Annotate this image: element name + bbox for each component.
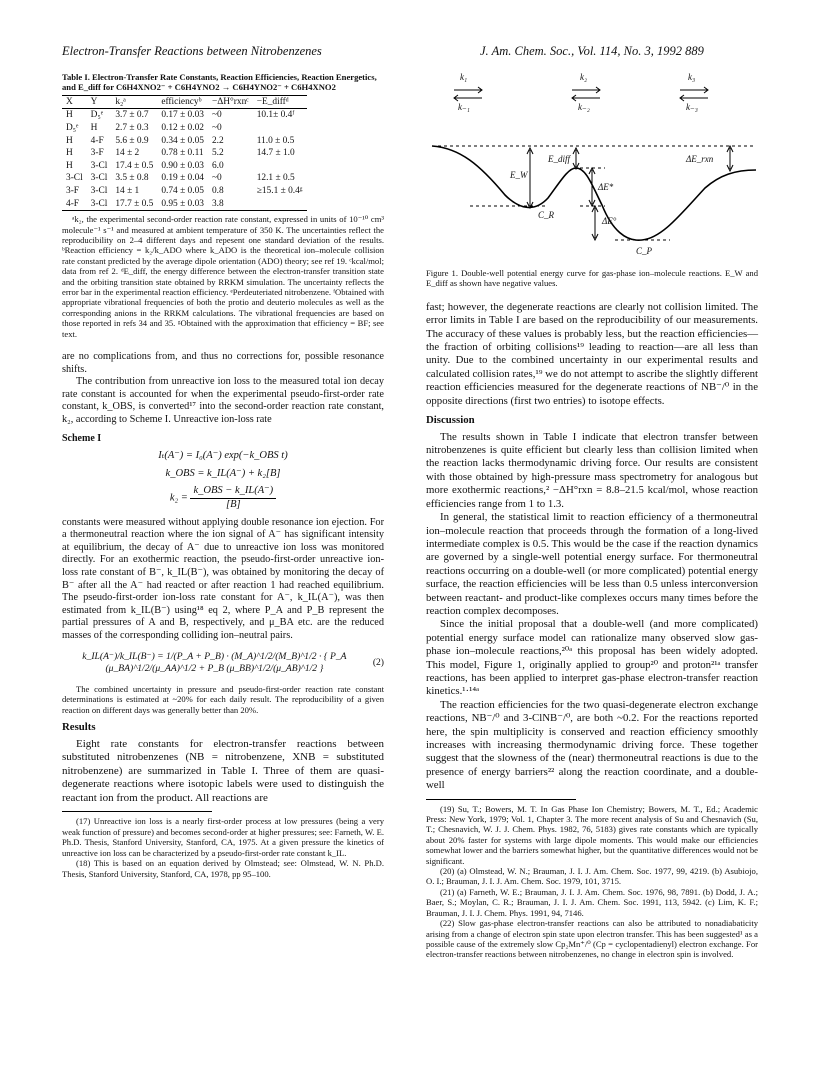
footnote-18: (18) This is based on an equation derived by Olmstead; see: Olmstead, W. N. Ph.D. Thesis, Stanford University, Stanford, CA, 1978, pp 95–100. bbox=[62, 858, 384, 879]
table-cell: 0.90 ± 0.03 bbox=[161, 160, 204, 171]
fig-label-k3: k₃ bbox=[688, 72, 696, 82]
col-header: Y bbox=[90, 96, 98, 107]
fig-label-cp: C_P bbox=[636, 246, 653, 256]
table-1 bbox=[62, 95, 307, 211]
table-row bbox=[62, 135, 307, 148]
running-header-right: J. Am. Chem. Soc., Vol. 114, No. 3, 1992 889 bbox=[480, 44, 704, 58]
right-para-3: In general, the statistical limit to reaction efficiency of a thermoneutral ion–molecule reaction that proceeds through the formation of a long-lived intermediate complex is 0.5. This would be the case if the reaction dynamics are governed by a single-well potential energy surface. For thermoneutral reactions occurring on a double-well (or more complicated) potential energy surface, the reaction efficiencies will be less than 0.5 unless interconversion between reactant- and product-like complexes occurs many times before the reaction complex decomposes. bbox=[426, 511, 758, 617]
table-cell: 17.7 ± 0.5 bbox=[115, 198, 154, 209]
fig-label-de-star: ΔE* bbox=[598, 182, 614, 192]
scheme-eq-1: Iₜ(A⁻) = I₀(A⁻) exp(−k_OBS t) bbox=[158, 450, 288, 462]
left-para-3: constants were measured without applying double resonance ion ejection. For a thermoneutral reaction where the ion signal of A⁻ has significant intensity at equilibrium, the decay of A⁻ due to unreactive ion loss was monitored directly. For an exothermic reaction, the pseudo-first-order unreactive ion-loss rate constant of B⁻, k_IL(B⁻), was obtained by monitoring the decay of B⁻ after all the A⁻ had reacted or after reaction 1 had reached equilibrium. The pseudo-first-order ion-loss rate constant for A⁻, k_IL(A⁻), was then estimated from k_IL(B⁻) using¹⁸ eq 2, where P_A and P_B represent the partial pressures of A and B, respectively, and μ_BA etc. are the reduced masses of the corresponding colliding ion–neutral pairs. bbox=[62, 516, 384, 641]
col-header: X bbox=[66, 96, 73, 107]
col-header: k₂ᵃ bbox=[115, 96, 126, 107]
right-para-5: The reaction efficiencies for the two quasi-degenerate electron exchange reactions, NB⁻/⁰ and 3-ClNB⁻/⁰, are both ~0.2. For the reactions reported here, the spin multiplicity is conserved and reaction efficiency smoothly increases with increasing thermodynamic driving force. These together suggest that the slowness of the (near) thermoneutral reactions is due to the presence of energy barriers²² along the reaction coordinate, and a double-well bbox=[426, 698, 758, 792]
table-cell: 3-Cl bbox=[90, 185, 108, 196]
table-cell: D₅ᵉ bbox=[66, 123, 79, 133]
table-cell: 6.0 bbox=[211, 160, 224, 171]
table-cell: 3-F bbox=[90, 148, 104, 159]
table-cell: 0.74 ± 0.05 bbox=[161, 185, 204, 196]
table-body bbox=[62, 109, 307, 211]
table-cell: 0.12 ± 0.02 bbox=[161, 123, 204, 133]
left-para-1: are no complications from, and thus no corrections for, possible resonance shifts. bbox=[62, 351, 384, 375]
right-para-1: fast; however, the degenerate reactions are clearly not collision limited. The error limits in Table I are based on the reproducibility of our measurements. The accuracy of these values is probably less, but the reaction efficiencies—the fraction of orbiting collisions¹⁹ leading to reaction—are all less than unity. Due to the combined uncertainty in our experimental results and calculated collision rates,¹⁹ we do not attempt to ascribe the slightly different reaction efficiencies measured for the degenerate reactions of NB⁻/⁰ in the opposite directions (first two entries) to isotope effects. bbox=[426, 300, 758, 407]
scheme-title: Scheme I bbox=[62, 432, 102, 444]
eq3-denominator: [B] bbox=[226, 498, 241, 510]
eq2-number: (2) bbox=[372, 656, 384, 668]
fig-label-derxn: ΔE_rxn bbox=[686, 154, 714, 164]
table-cell: 0.34 ± 0.05 bbox=[161, 135, 204, 146]
eq3-numerator: k_OBS − k_IL(A⁻) bbox=[190, 485, 276, 499]
left-para-5: Eight rate constants for electron-transfer reactions between substituted nitrobenzenes (NB = nitrobenzene, XNB = substituted nitrobenzene) are summarized in Table I. Three of them are quasi-degenerate reactions where isotopic labels were used to distinguish the reactant ion from the product. All reactions are bbox=[62, 737, 384, 804]
right-para-4: Since the initial proposal that a double-well (and more complicated) potential energy surface model can rationalize many observed slow gas-phase ion–molecule reactions,²⁰ᵃ this proposal has been widely adopted. This model, Figure 1, originally applied to group²⁰ and proton²¹ᵃ transfer reactions, has been applied to interpret gas-phase electron-transfer reaction kinetics.¹·¹⁴ᵃ bbox=[426, 618, 758, 698]
table-cell: H bbox=[90, 123, 98, 133]
table-cell bbox=[253, 160, 307, 173]
table-cell: 3-Cl bbox=[90, 160, 108, 171]
table-cell: 3.5 ± 0.8 bbox=[115, 173, 149, 184]
table-cell: 0.95 ± 0.03 bbox=[161, 198, 204, 209]
table-cell: H bbox=[66, 110, 73, 121]
table-row bbox=[62, 172, 307, 185]
table-cell: H bbox=[66, 160, 73, 171]
fig-label-k-3: k₋₃ bbox=[686, 102, 698, 112]
table-cell: 14 ± 1 bbox=[115, 185, 140, 196]
left-para-4: The combined uncertainty in pressure and pseudo-first-order reaction rate constant determinations is estimated at ~20% for each daily result. The reproducibility of a given reaction on different days was generally better than 20%. bbox=[62, 683, 384, 715]
table-cell: ~0 bbox=[211, 173, 222, 184]
table-footnotes: ᵃk₂, the experimental second-order reaction rate constant, expressed in units of 10⁻¹⁰ cm³ molecule⁻¹ s⁻¹ and measured at ambient temperature of 350 K. The uncertainties reflect the reproducibility on 2–4 different days and repesent one standard deviation of the results. ᵇReaction efficiency = k₂/k_ADO where k_ADO is the theoretical ion–molecule collision rate constant predicted by the average dipole orientation (ADO) theory; see ref 19. ᶜkcal/mol; data from ref 2. ᵈE_diff, the energy difference between the electron-transfer transition state and the orbiting transition state obtained by RRKM simulation. The uncertainty reflects the error bar in the experimental reaction efficiency. ᵉPerdeuteriated nitrobenzene. ᶠObtained with appropriate vibrational frequencies of both the protio and deuterio molecules as well as the corresponding anions in the RRKM calculations. The vibrational frequencies are based on those reported in refs 34 and 35. ᵍObtained with the approximation that efficiency = BF; see text. bbox=[62, 214, 384, 339]
table-row bbox=[62, 185, 307, 198]
table-row bbox=[62, 160, 307, 173]
fig-label-k2: k₂ bbox=[580, 72, 588, 82]
right-column bbox=[426, 268, 758, 960]
eq2-body: k_IL(A⁻)/k_IL(B⁻) = 1/(P_A + P_B) · (M_A)^1/2/(M_B)^1/2 · { P_A (μ_BA)^1/2/(μ_AA)^1/2 + P_B (μ_BB)^1/2/(μ_AB)^1/2 } bbox=[82, 650, 347, 675]
table-cell: 11.0 ± 0.5 bbox=[256, 135, 295, 146]
table-cell: 0.19 ± 0.04 bbox=[161, 173, 204, 184]
table-cell: 10.1± 0.4ᶠ bbox=[256, 110, 295, 121]
footnote-21: (21) (a) Farneth, W. E.; Brauman, J. I. J. Am. Chem. Soc. 1976, 98, 7891. (b) Dodd, J. A.; Baer, S.; Moylan, C. R.; Brauman, J. I. J. Am. Chem. Soc. 1991, 113, 5942. (c) Lim, K. F.; Brauman, J. I. J. Chem. Phys. 1991, 94, 7146. bbox=[426, 886, 758, 918]
table-cell: 5.6 ± 0.9 bbox=[115, 135, 149, 146]
col-header: −E_diffᵈ bbox=[256, 96, 289, 107]
table-cell: ≥15.1 ± 0.4ᵍ bbox=[256, 185, 303, 196]
running-header-left: Electron-Transfer Reactions between Nitrobenzenes bbox=[62, 44, 322, 58]
figure-caption: Figure 1. Double-well potential energy curve for gas-phase ion–molecule reactions. E_W and E_diff as shown have negative values. bbox=[426, 268, 758, 289]
table-cell: 14.7 ± 1.0 bbox=[256, 148, 295, 159]
table-cell: 4-F bbox=[90, 135, 104, 146]
table-cell bbox=[253, 122, 307, 135]
table-cell: 3-Cl bbox=[90, 173, 108, 184]
fig-label-ediff: E_diff bbox=[548, 154, 570, 164]
table-row bbox=[62, 109, 307, 122]
table-row bbox=[62, 198, 307, 211]
fig-label-k1: k₁ bbox=[460, 72, 468, 82]
table-cell: 0.17 ± 0.03 bbox=[161, 110, 204, 121]
table-cell: 2.2 bbox=[211, 135, 224, 146]
scheme-eq-2: k_OBS = k_IL(A⁻) + k₂[B] bbox=[165, 467, 281, 479]
col-header: efficiencyᵇ bbox=[161, 96, 202, 107]
table-cell: 3-F bbox=[66, 185, 80, 196]
table-cell: 0.8 bbox=[211, 185, 224, 196]
right-para-2: The results shown in Table I indicate that electron transfer between nitrobenzenes is quite efficient but clearly less than collision limited when the reaction lacks thermodynamic driving force. Our results are consistent with those obtained by high-pressure mass spectrometry for analogous but more exothermic reactions,² −ΔH°rxn = 8.8–21.5 kcal/mol, whose reaction efficiencies range from 1 to 1.3. bbox=[426, 430, 758, 510]
discussion-heading: Discussion bbox=[426, 414, 475, 427]
table-cell: 3-Cl bbox=[90, 198, 108, 209]
table-row bbox=[62, 147, 307, 160]
fig-label-k-1: k₋₁ bbox=[458, 102, 470, 112]
results-heading: Results bbox=[62, 720, 96, 733]
table-cell: H bbox=[66, 135, 73, 146]
eq3-fraction bbox=[190, 485, 276, 511]
left-column bbox=[62, 72, 384, 879]
footnote-rule-right bbox=[426, 799, 576, 800]
table-cell: ~0 bbox=[211, 123, 222, 133]
table-cell: 12.1 ± 0.5 bbox=[256, 173, 295, 184]
table-cell: 0.78 ± 0.11 bbox=[161, 148, 204, 159]
footnote-rule bbox=[62, 811, 212, 812]
table-cell: 17.4 ± 0.5 bbox=[115, 160, 154, 171]
table-row bbox=[62, 122, 307, 135]
table-header-row bbox=[62, 95, 307, 109]
left-para-2: The contribution from unreactive ion loss to the measured total ion decay rate constant is accounted for when the experimental pseudo-first-order rate constant, k_OBS, is converted¹⁷ into the second-order reaction rate constant, k₂, according to Scheme I. Unreactive ion-loss rate bbox=[62, 376, 384, 425]
equation-2 bbox=[62, 651, 384, 676]
fig-label-k-2: k₋₂ bbox=[578, 102, 590, 112]
footnote-20: (20) (a) Olmstead, W. N.; Brauman, J. I. J. Am. Chem. Soc. 1977, 99, 4219. (b) Asubiojo, O. I.; Brauman, J. I. J. Am. Chem. Soc. 1979, 101, 3715. bbox=[426, 866, 758, 887]
footnote-17: (17) Unreactive ion loss is a nearly first-order process at low pressures (being a very weak function of pressure) and becomes second-order at higher pressures; see: Farneth, W. E. Ph.D. Thesis, Stanford University, Stanford, CA, 1975. At a given pressure the kinetics of unreactive ion loss can be characterized by a pseudo-first-order rate constant k_IL. bbox=[62, 816, 384, 858]
fig-label-cr: C_R bbox=[538, 210, 555, 220]
table-cell: 2.7 ± 0.3 bbox=[115, 123, 149, 133]
footnote-19: (19) Su, T.; Bowers, M. T. In Gas Phase Ion Chemistry; Bowers, M. T., Ed.; Academic Press: New York, 1979; Vol. 1, Chapter 3. The more recent analysis of Su and Chesnavich (Su, T.; Chesnavich, W. J. J. Chem. Phys. 1982, 76, 5183) gives rate constants which are typically about 20% faster for systems with large dipole moments. This would make our efficiencies somewhat lower and the barriers somewhat higher, but the quantitative differences would not be significant. bbox=[426, 803, 758, 866]
table-cell: 3-Cl bbox=[66, 173, 83, 184]
footnote-22: (22) Slow gas-phase electron-transfer reactions can also be attributed to nonadiabaticity arising from a change of electron spin state upon electron transfer. This has been suggested¹ as a possible cause of the extremely slow Cp₂Mn⁺/⁰ (Cp = cyclopentadienyl) electron exchange. For electron-transfer reactions between nitrobenzenes, no change in electron spin is involved. bbox=[426, 918, 758, 960]
energy-diagram bbox=[430, 70, 760, 260]
table-cell: 4-F bbox=[66, 198, 80, 209]
scheme-eq-3 bbox=[62, 485, 384, 511]
table-caption: Table I. Electron-Transfer Rate Constants, Reaction Efficiencies, Reaction Energetics, and E_diff for C6H4XNO2⁻ + C6H4YNO2 → C6H4YNO2⁻ + C6H4XNO2 bbox=[62, 72, 377, 93]
table-cell: 5.2 bbox=[211, 148, 224, 159]
figure-1 bbox=[430, 70, 760, 260]
table-cell: 3.7 ± 0.7 bbox=[115, 110, 149, 121]
eq3-lhs: k₂ = bbox=[169, 492, 188, 504]
table-cell: H bbox=[66, 148, 73, 159]
table-cell: 3.8 bbox=[211, 198, 224, 209]
col-header: −ΔH°rxnᶜ bbox=[211, 96, 249, 107]
table-cell: ~0 bbox=[211, 110, 222, 121]
table-cell bbox=[253, 198, 307, 211]
table-cell: 14 ± 2 bbox=[115, 148, 140, 159]
fig-label-ew: E_W bbox=[510, 170, 528, 180]
fig-label-de-deg: ΔE° bbox=[602, 216, 617, 226]
table-cell: D₅ᵉ bbox=[90, 110, 104, 121]
